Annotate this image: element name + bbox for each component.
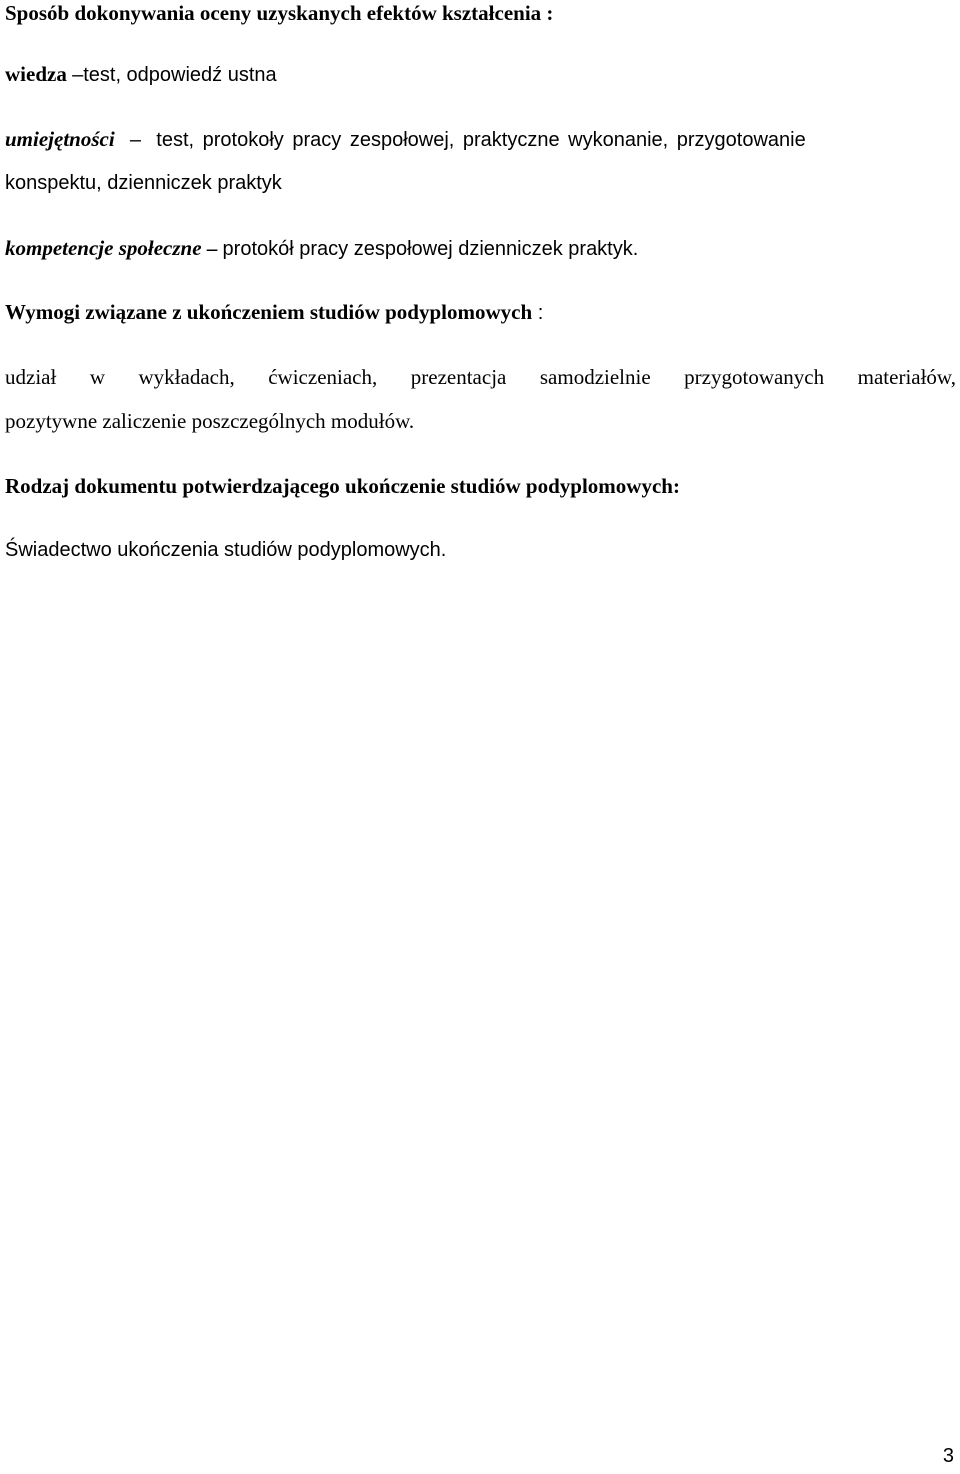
page-number: 3 [942, 1445, 954, 1467]
assessment-heading: Sposób dokonywania oceny uzyskanych efektów kształcenia : [5, 1, 554, 25]
competences-label: kompetencje społeczne [5, 236, 202, 260]
competences-dash: – [206, 236, 218, 260]
knowledge-label: wiedza [5, 62, 67, 86]
knowledge-text: –test, odpowiedź ustna [72, 64, 277, 86]
skills-line-1 [5, 126, 956, 153]
skills-text-line-2: konspektu, dzienniczek praktyk [5, 172, 282, 194]
requirements-heading-suffix: : [532, 302, 544, 324]
knowledge-line [5, 61, 277, 88]
requirements-heading: Wymogi związane z ukończeniem studiów podyplomowych [5, 300, 533, 324]
document-type-heading: Rodzaj dokumentu potwierdzającego ukończenie studiów podyplomowych: [5, 474, 680, 498]
skills-text-line-1: test, protokoły pracy zespołowej, praktyczne wykonanie, przygotowanie [156, 129, 806, 151]
skills-dash: – [129, 129, 142, 151]
requirements-text-line-2: pozytywne zaliczenie poszczególnych modułów. [5, 409, 415, 433]
document-type-text: Świadectwo ukończenia studiów podyplomowych. [5, 539, 447, 561]
requirements-text-line-1: udział w wykładach, ćwiczeniach, prezentacja samodzielnie przygotowanych materiałów, [5, 365, 956, 389]
competences-text: protokół pracy zespołowej dzienniczek praktyk. [222, 238, 639, 260]
competences-line [5, 235, 638, 262]
requirements-heading-line [5, 299, 543, 326]
skills-label: umiejętności [5, 127, 115, 151]
